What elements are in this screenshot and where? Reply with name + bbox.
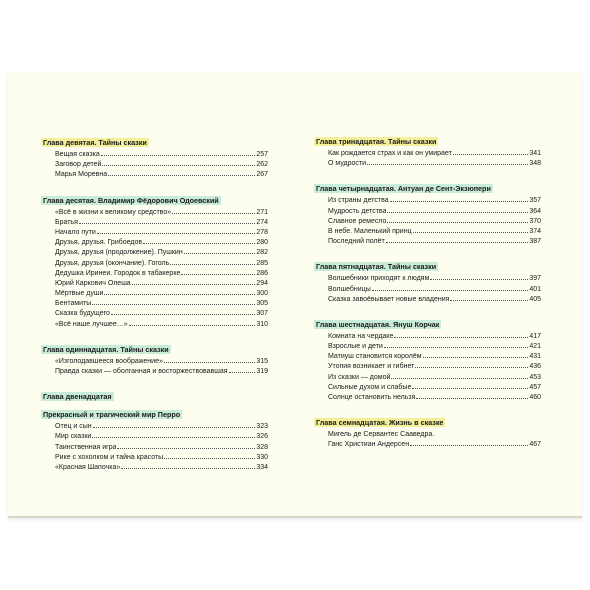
entry-title: «Всё в жизни к великому средство» [55,208,172,216]
toc-entry [55,279,268,289]
toc-entry [328,274,541,284]
entry-title: «Красная Шапочка» [55,463,121,471]
entry-page: 278 [256,228,268,236]
entry-page: 348 [529,160,541,168]
toc-chapter [316,314,541,403]
entry-page: 315 [256,357,268,365]
toc-entry [55,320,268,330]
chapter-heading: Глава пятнадцатая. Тайны сказки [316,262,437,272]
dot-leader [386,242,529,243]
entry-title: «Всё наше лучшее…» [55,320,128,328]
toc-entry [328,207,541,217]
toc-entry [55,422,268,432]
chapter-heading: Глава десятая. Владимир Фёдорович Одоевский [43,195,219,205]
toc-entry [55,208,268,218]
entry-title: Начало пути [55,228,96,236]
entry-title: «Изголодавшееся воображение» [55,357,163,365]
entry-title: Сказка завоёвывает новые владения [328,295,450,303]
toc-entry [55,259,268,269]
toc-entry [328,430,541,440]
toc-entry [328,149,541,159]
entry-title: Друзья, друзья (продолжение). Пушкин [55,249,183,257]
entry-title: Рике с хохолком и тайна красоты [55,453,164,461]
toc-chapter [43,132,268,181]
entry-title: Сказка будущего [55,310,110,318]
toc-entry [328,285,541,295]
dot-leader [104,294,255,295]
entry-title: Вещая сказка [55,151,100,158]
entry-title: В небе. Маленький принц [328,227,412,235]
toc-entry [328,373,541,383]
dot-leader [164,458,255,459]
entry-title: Последний полёт [328,238,385,246]
dot-leader [229,372,256,373]
dot-leader [172,213,255,214]
entry-title: Мигель де Сервантес Сааведра. [328,431,435,439]
entry-title: Друзья, друзья. Грибоедов [55,239,143,247]
entry-page: 300 [256,290,268,298]
dot-leader [410,445,528,446]
dot-leader [387,212,528,213]
toc-entry [328,196,541,206]
dot-leader [170,264,255,265]
toc-entry [55,228,268,238]
entry-page: 262 [256,161,268,169]
entry-page: 294 [256,279,268,287]
entry-title: Ганс Христиан Андерсен [328,441,410,449]
entry-title: Матиуш становится королём [328,353,422,361]
dot-leader [391,378,528,379]
dot-leader [101,155,256,156]
entry-page: 271 [256,208,268,216]
chapter-heading: Глава шестнадцатая. Януш Корчак [316,319,440,329]
toc-entry [328,440,541,450]
chapter-heading: Глава двенадцатая [43,392,112,402]
entry-title: Отец и сын [55,423,92,431]
entry-page: 405 [529,295,541,303]
entry-title: Из страны детства [328,197,389,205]
entry-title: Взрослые и дети [328,343,383,351]
entry-page: 326 [256,433,268,441]
dot-leader [413,232,529,233]
toc-entry [55,289,268,299]
dot-leader [184,253,256,254]
dot-leader [108,175,255,176]
toc-entry [55,248,268,258]
entry-title: Сильные духом и слабые [328,383,412,391]
toc-entry [55,170,268,180]
toc-chapter [316,131,541,169]
entry-title: Дедушка Иринеи. Городок в табакерке [55,269,181,277]
toc-entry [328,393,541,403]
entry-title: Как рождается страх и как он умирает [328,150,452,157]
toc-entry [55,309,268,319]
chapter-heading: Глава одиннадцатая. Тайны сказки [43,344,169,354]
toc-entry [328,332,541,342]
toc-entry [55,150,268,160]
entry-title: Правда сказки — оболганная и восторжествовавшая [55,368,228,375]
toc-chapter [316,412,541,450]
dot-leader [129,325,256,326]
dot-leader [453,154,529,155]
entry-title: Марья Моревна [55,171,108,179]
dot-leader [423,357,529,358]
dot-leader [164,362,255,363]
entry-page: 387 [529,238,541,246]
toc-entry [328,237,541,247]
entry-title: Из сказки — домой [328,373,391,381]
dot-leader [394,337,528,338]
entry-page: 453 [529,373,541,381]
toc-chapter [43,190,268,330]
entry-page: 307 [256,310,268,318]
dot-leader [143,243,255,244]
entry-title: Таинственная игра [55,443,117,451]
entry-page: 357 [529,197,541,205]
entry-title: Солнце остановить нельзя [328,394,416,401]
toc-entry [55,443,268,453]
toc-entry [55,160,268,170]
dot-leader [93,427,256,428]
entry-page: 310 [256,320,268,328]
toc-chapter [43,339,268,377]
dot-leader [92,304,255,305]
entry-page: 421 [529,343,541,351]
toc-chapter [316,178,541,247]
entry-title: О мудрости [328,160,367,168]
dot-leader [412,388,528,389]
dot-leader [181,274,255,275]
entry-page: 460 [529,394,541,401]
entry-title: Волшебницы [328,285,371,293]
entry-page: 417 [529,332,541,340]
entry-page: 323 [256,423,268,431]
dot-leader [372,290,529,291]
entry-title: Мёртвые души [55,290,104,298]
entry-title: Друзья, друзья (окончание). Гоголь [55,259,170,267]
toc-entry [55,432,268,442]
entry-page: 334 [256,463,268,471]
dot-leader [387,222,528,223]
entry-page: 370 [529,217,541,225]
entry-page: 285 [256,259,268,267]
entry-page: 467 [529,441,541,449]
entry-page: 286 [256,269,268,277]
dot-leader [97,233,256,234]
entry-page: 341 [529,150,541,157]
entry-title: Бентамиты [55,300,92,308]
entry-page: 397 [529,275,541,283]
dot-leader [367,164,528,165]
dot-leader [79,223,255,224]
entry-page: 328 [256,443,268,451]
dot-leader [384,347,528,348]
toc-entry [328,383,541,393]
dot-leader [121,468,255,469]
dot-leader [102,165,255,166]
entry-page: 257 [256,151,268,158]
dot-leader [390,201,529,202]
entry-page: 319 [256,368,268,375]
entry-page: 457 [529,383,541,391]
dot-leader [415,367,528,368]
chapter-subheading: Прекрасный и трагический мир Перро [43,410,181,420]
entry-page: 364 [529,207,541,215]
entry-page: 305 [256,300,268,308]
toc-right-column [316,131,541,451]
toc-entry [55,238,268,248]
entry-page: 374 [529,227,541,235]
entry-page: 436 [529,363,541,371]
chapter-heading: Глава четырнадцатая. Антуан де Сент-Экзюпери [316,184,491,194]
dot-leader [430,279,528,280]
dot-leader [450,300,528,301]
dot-leader [416,398,528,399]
entry-title: Волшебники приходят к людям [328,275,430,283]
entry-title: Мудрость детства [328,207,387,215]
toc-chapter [316,256,541,305]
entry-page: 330 [256,453,268,461]
entry-title: Комната на чердаке [328,332,394,340]
chapter-heading: Глава девятая. Тайны сказки [43,138,147,147]
toc-entry [328,352,541,362]
entry-title: Славное ремесло [328,217,387,225]
entry-title: Заговор детей [55,161,102,169]
entry-page: 401 [529,285,541,293]
entry-title: Мир сказки [55,433,92,441]
toc-entry [328,295,541,305]
toc-entry [328,342,541,352]
entry-page: 282 [256,249,268,257]
dot-leader [132,284,256,285]
toc-entry [55,218,268,228]
toc-entry [55,453,268,463]
entry-page: 267 [256,171,268,179]
toc-entry [328,217,541,227]
entry-title: Юрий Каркович Олеша [55,279,131,287]
dot-leader [117,448,255,449]
toc-left-column [43,132,268,473]
chapter-heading: Глава семнадцатая. Жизнь в сказке [316,418,444,428]
toc-entry [328,227,541,237]
toc-entry [55,463,268,473]
toc-entry [55,367,268,377]
dot-leader [111,314,255,315]
toc-chapter [43,386,268,473]
toc-entry [328,362,541,372]
toc-entry [55,269,268,279]
toc-entry [55,357,268,367]
entry-page: 274 [256,218,268,226]
dot-leader [92,437,255,438]
toc-entry [55,299,268,309]
entry-title: Утопия возникает и гибнет [328,363,415,371]
entry-page: 431 [529,353,541,361]
entry-page: 280 [256,239,268,247]
toc-entry [328,159,541,169]
chapter-heading: Глава тринадцатая. Тайны сказки [316,137,437,146]
entry-title: Братья [55,218,78,226]
